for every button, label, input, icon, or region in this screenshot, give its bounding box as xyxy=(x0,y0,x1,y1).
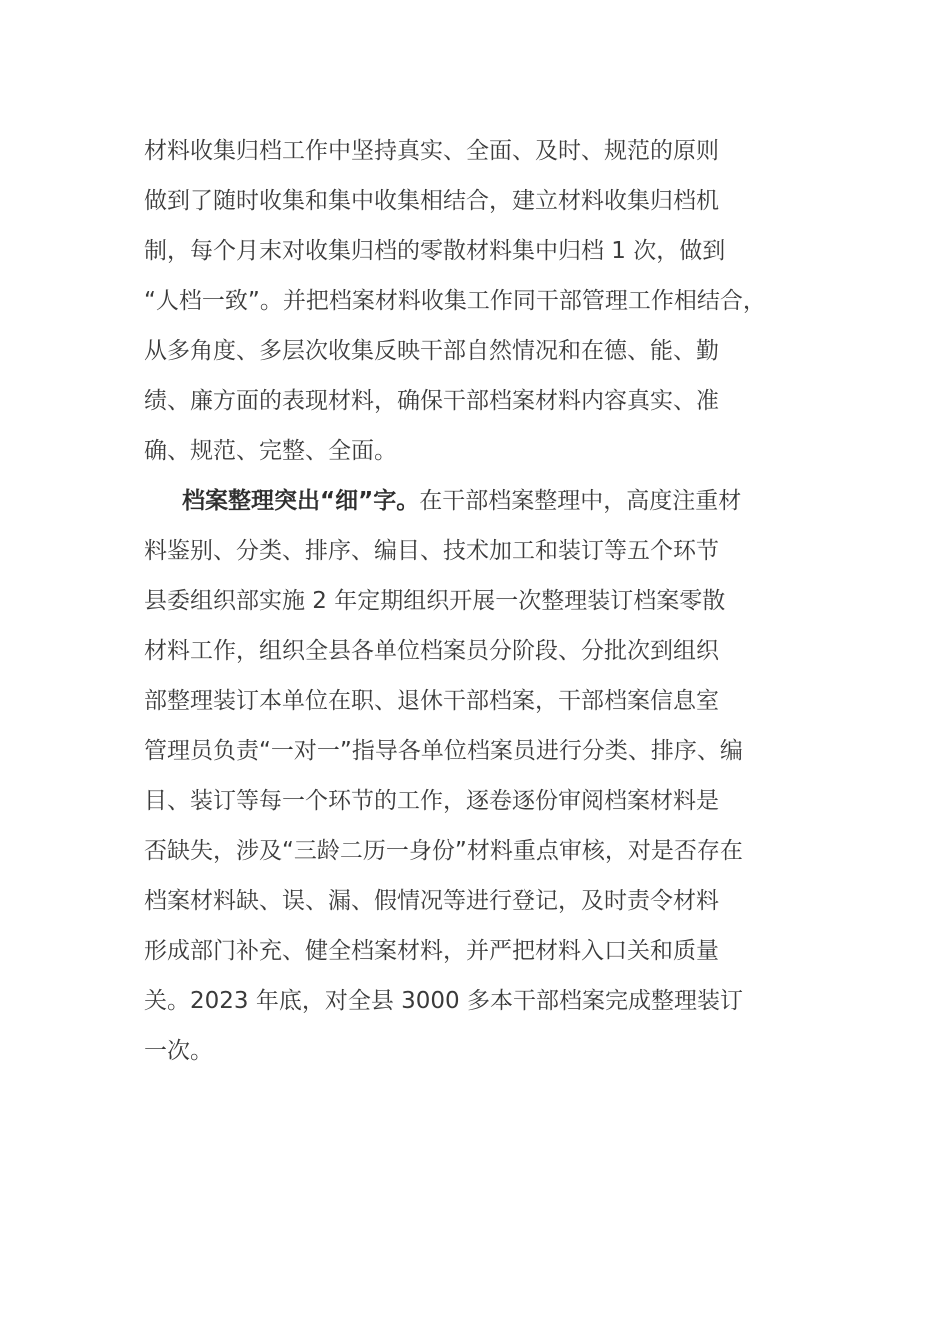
text-line: 目、装订等每一个环节的工作，逐卷逐份审阅档案材料是 xyxy=(144,788,719,814)
paragraph-heading: 档案整理突出“细”字。 xyxy=(182,488,420,514)
text-line: 材料收集归档工作中坚持真实、全面、及时、规范的原则 xyxy=(144,138,719,164)
text-line: 一次。 xyxy=(144,1038,213,1064)
text-line: 确、规范、完整、全面。 xyxy=(144,438,397,464)
text-line: 档案材料缺、误、漏、假情况等进行登记，及时责令材料 xyxy=(144,888,719,914)
text-line: 形成部门补充、健全档案材料，并严把材料入口关和质量 xyxy=(144,938,719,964)
text-line: “人档一致”。并把档案材料收集工作同干部管理工作相结合， xyxy=(144,288,766,314)
text-line: 做到了随时收集和集中收集相结合，建立材料收集归档机 xyxy=(144,188,719,214)
text-line: 县委组织部实施 2 年定期组织开展一次整理装订档案零散 xyxy=(144,588,726,614)
text-line: 制，每个月末对收集归档的零散材料集中归档 1 次，做到 xyxy=(144,238,726,264)
paragraph-archive-organization xyxy=(144,476,834,1076)
text-run: 在干部档案整理中，高度注重材 xyxy=(419,488,742,514)
text-line: 从多角度、多层次收集反映干部自然情况和在德、能、勤 xyxy=(144,338,719,364)
text-line: 绩、廉方面的表现材料，确保干部档案材料内容真实、准 xyxy=(144,388,719,414)
text-line: 材料工作，组织全县各单位档案员分阶段、分批次到组织 xyxy=(144,638,719,664)
text-line: 料鉴别、分类、排序、编目、技术加工和装订等五个环节 xyxy=(144,538,719,564)
text-line: 关。2023 年底，对全县 3000 多本干部档案完成整理装订 xyxy=(144,988,743,1014)
text-line: 部整理装订本单位在职、退休干部档案，干部档案信息室 xyxy=(144,688,719,714)
text-line: 管理员负责“一对一”指导各单位档案员进行分类、排序、编 xyxy=(144,738,743,764)
text-line: 否缺失，涉及“三龄二历一身份”材料重点审核，对是否存在 xyxy=(144,838,743,864)
paragraph-material-collection xyxy=(144,126,834,476)
document-body xyxy=(144,126,834,1076)
text-line-first xyxy=(144,476,834,526)
